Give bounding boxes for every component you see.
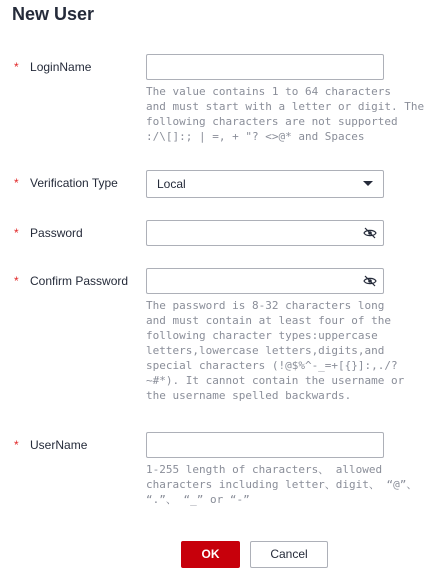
confirm-password-field[interactable] [146, 268, 384, 294]
required-mark: * [14, 176, 19, 190]
hint-line: The value contains 1 to 64 characters [146, 85, 392, 98]
user-name-input[interactable] [147, 433, 363, 457]
hint-line: “.”、 “_” or “-” [146, 493, 250, 506]
hint-line: and must start with a letter or digit. The [146, 100, 425, 113]
verification-type-label-row [14, 176, 118, 190]
caret-down-icon [363, 181, 373, 186]
login-name-field[interactable] [146, 54, 384, 80]
hint-line: and must contain at least four of the [146, 314, 392, 327]
eye-slash-icon[interactable] [363, 274, 377, 288]
hint-line: following characters are not supported [146, 115, 398, 128]
required-mark: * [14, 274, 19, 288]
hint-line: :/\[]:; | =, + "? <>@* and Spaces [146, 130, 365, 143]
cancel-button[interactable]: Cancel [250, 541, 328, 568]
confirm-password-input[interactable] [147, 269, 363, 293]
verification-type-label: Verification Type [30, 176, 118, 190]
password-field[interactable] [146, 220, 384, 246]
ok-button[interactable]: OK [181, 541, 240, 568]
user-name-hint [146, 462, 418, 507]
verification-type-value: Local [157, 177, 186, 191]
hint-line: ~#*). It cannot contain the username or [146, 374, 405, 387]
hint-line: characters including letter、digit、 “@”、 [146, 478, 418, 491]
required-mark: * [14, 438, 19, 452]
login-name-input[interactable] [147, 55, 363, 79]
hint-line: The password is 8-32 characters long [146, 299, 385, 312]
user-name-field[interactable] [146, 432, 384, 458]
required-mark: * [14, 226, 19, 240]
verification-type-select[interactable] [146, 170, 384, 198]
eye-slash-icon[interactable] [363, 226, 377, 240]
user-name-label: UserName [30, 438, 88, 452]
hint-line: following character types:uppercase [146, 329, 378, 342]
password-input[interactable] [147, 221, 363, 245]
confirm-password-label-row [14, 274, 128, 288]
hint-line: 1-255 length of characters、 allowed [146, 463, 383, 476]
hint-line: letters,lowercase letters,digits,and [146, 344, 385, 357]
confirm-password-hint [146, 298, 405, 403]
login-name-label: LoginName [30, 60, 92, 74]
login-name-label-row [14, 60, 91, 74]
password-label: Password [30, 226, 83, 240]
required-mark: * [14, 60, 19, 74]
password-label-row [14, 226, 83, 240]
confirm-password-label: Confirm Password [30, 274, 129, 288]
user-name-label-row [14, 438, 87, 452]
hint-line: the username spelled backwards. [146, 389, 352, 402]
hint-line: special characters (!@$%^-_=+[{}]:,./? [146, 359, 398, 372]
dialog-title: New User [12, 4, 95, 24]
login-name-hint [146, 84, 425, 144]
